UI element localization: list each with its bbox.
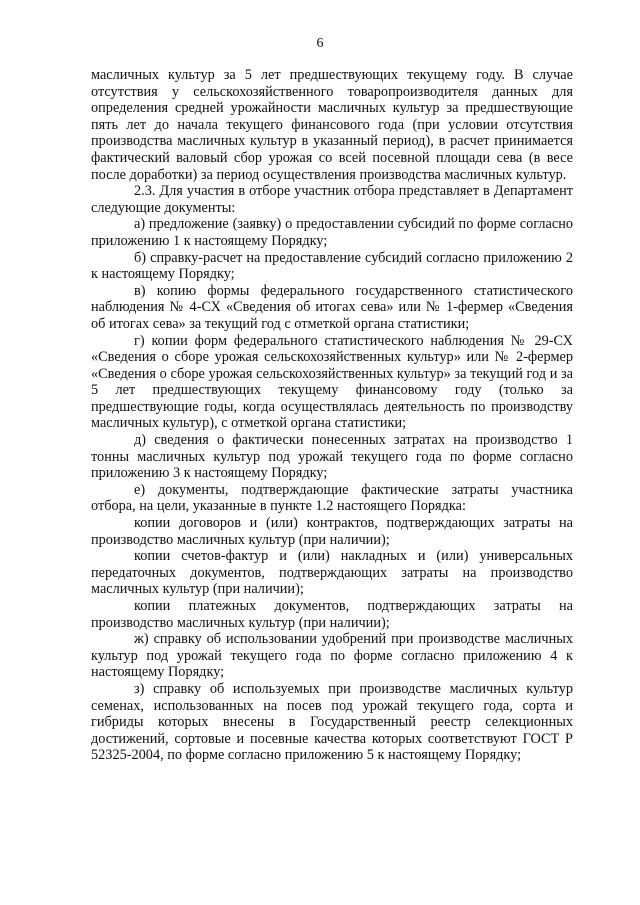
paragraph-item-zh: ж) справку об использовании удобрений при производстве масличных культур под урожай текущего года по форме согласно приложению 4 к настоящему Порядку; (91, 631, 573, 681)
page-number: 6 (316, 36, 324, 51)
paragraph-item-d: д) сведения о фактически понесенных затратах на производство 1 тонны масличных культур под урожай текущего года по форме согласно приложению 3 к настоящему Порядку; (91, 432, 573, 482)
document-body (91, 67, 573, 764)
paragraph-item-b: б) справку-расчет на предоставление субсидий согласно приложению 2 к настоящему Порядку; (91, 249, 573, 283)
paragraph-item-e: е) документы, подтверждающие фактические затраты участника отбора, на цели, указанные в пункте 1.2 настоящего Порядка: (91, 481, 573, 515)
paragraph-item-v: в) копию формы федерального государственного статистического наблюдения № 4-СХ «Сведения об итогах сева» или № 1-фермер «Сведения об итогах сева» за текущий год с отметкой органа статистики; (91, 282, 573, 332)
paragraph-continuation: масличных культур за 5 лет предшествующих текущему году. В случае отсутствия у сельскохозяйственного товаропроизводителя данных для определения средней урожайности масличных культур за предшествующие пять лет до начала текущего финансового года (при условии отсутствия производства масличных культур в указанный период), в расчет принимается фактический валовый сбор урожая со всей посевной площади сева (в весе после доработки) за период осуществления производства масличных культур. (91, 67, 573, 183)
paragraph-item-z: з) справку об используемых при производстве масличных культур семенах, использованных на посев под урожай текущего года, сорта и гибриды которых внесены в Государственный реестр селекционных достижений, сортовые и посевные качества которых соответствуют ГОСТ Р 52325-2004, по форме согласно приложению 5 к настоящему Порядку; (91, 680, 573, 764)
paragraph-item-a: а) предложение (заявку) о предоставлении субсидий по форме согласно приложению 1 к настоящему Порядку; (91, 216, 573, 249)
paragraph-item-g: г) копии форм федерального статистического наблюдения № 29-СХ «Сведения о сборе урожая сельскохозяйственных культур» или № 2-фермер «Сведения о сборе урожая сельскохозяйственных культур» за текущий год и за 5 лет предшествующих текущему финансовому году (только за предшествующие годы, когда осуществлялась деятельность по производству масличных культур), с отметкой органа статистики; (91, 332, 573, 432)
paragraph-contracts: копии договоров и (или) контрактов, подтверждающих затраты на производство масличных культур (при наличии); (91, 515, 573, 548)
paragraph-2-3: 2.3. Для участия в отборе участник отбора представляет в Департамент следующие документы: (91, 183, 573, 216)
paragraph-invoices: копии счетов-фактур и (или) накладных и (или) универсальных передаточных документов, подтверждающих затраты на производство масличных культур (при наличии); (91, 548, 573, 598)
paragraph-payments: копии платежных документов, подтверждающих затраты на производство масличных культур (при наличии); (91, 598, 573, 631)
